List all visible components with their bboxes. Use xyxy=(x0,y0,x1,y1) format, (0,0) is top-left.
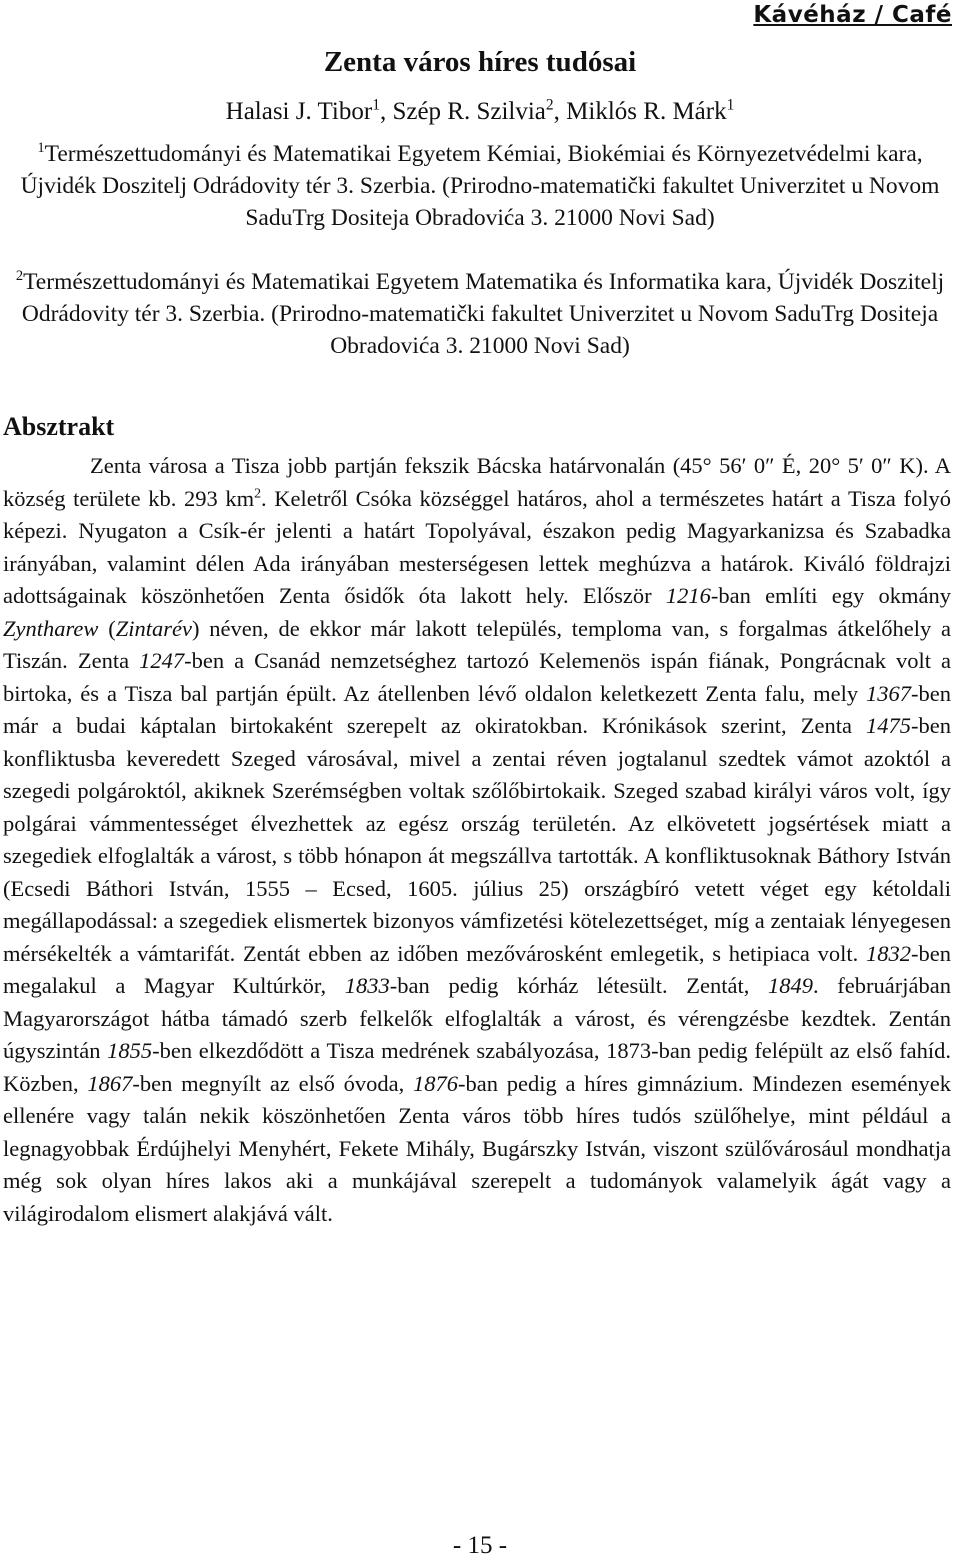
historic-name-italic: Zintarév xyxy=(115,615,192,641)
year-italic: 1876 xyxy=(412,1070,458,1096)
text-run: . februárjában Magyarországot hátba támadó szerb felkelők elfoglalták a várost, és vérengzésbe kezdtek. Zentán úgyszintán xyxy=(3,973,951,1063)
section-header-tag: Kávéház / Café xyxy=(753,2,952,28)
author-name: Miklós R. Márk xyxy=(566,98,727,125)
historic-name-italic: Zyntharew xyxy=(3,615,99,641)
page-number: - 15 - xyxy=(452,1532,508,1559)
text-run: ( xyxy=(98,615,116,641)
affiliation-2 xyxy=(0,266,960,362)
abstract-body xyxy=(3,450,951,1230)
year-italic: 1855 xyxy=(107,1038,153,1063)
abstract-paragraph xyxy=(3,450,951,1230)
year-italic: 1867 xyxy=(87,1070,133,1096)
text-run: . Keletről Csóka községgel határos, ahol a természetes határt a Tisza folyó képezi. Nyugaton a Csík-ér jelenti a határt Topolyával, északon pedig Magyarkanizsa és Szabadka irányában, valamint délen Ada irányában mesterségesen lettek meghúzva a határok. Kiváló földrajzi adottságainak köszönhetően Zenta ősidők óta lakott hely. Először xyxy=(3,485,951,608)
affiliation-mark: 1 xyxy=(726,96,735,114)
author-name: Szép R. Szilvia xyxy=(392,98,546,125)
year-italic: 1849 xyxy=(768,973,814,998)
abstract-heading: Absztrakt xyxy=(3,412,115,441)
text-run: -ben megnyílt az első óvoda, xyxy=(132,1070,413,1096)
affiliation-text: Természettudományi és Matematikai Egyetem Kémiai, Biokémiai és Környezetvédelmi kara, Újvidék Doszitelj Odrádovity tér 3. Szerbia. (Prirodno-matematički fakultet Univerzitet u Novom SaduTrg Dositeja Obradovića 3. 21000 Novi Sad) xyxy=(20,141,940,231)
text-run: -ban említi egy okmány xyxy=(710,583,951,608)
year-italic: 1216 xyxy=(665,583,711,608)
year-italic: 1475 xyxy=(866,713,912,738)
affiliation-text: Természettudományi és Matematikai Egyetem Matematika és Informatika kara, Újvidék Doszitelj Odrádovity tér 3. Szerbia. (Prirodno-matematički fakultet Univerzitet u Novom SaduTrg Dositeja Obradovića 3. 21000 Novi Sad) xyxy=(21,269,945,359)
affiliation-mark: 1 xyxy=(37,140,45,157)
affiliation-1 xyxy=(0,138,960,234)
text-run: -ban pedig a híres gimnázium. Mindezen események ellenére vagy talán nekik köszönhetően Zenta város több híres tudós szülőhelye, mint például a legnagyobbak Érdújhelyi Menyhért, Fekete Mihály, Bugárszky István, viszont szülővárosául mondhatja még sok olyan híres lakos aki a munkájával szerepelt a tudományok valamelyik ágát vagy a világirodalom elismert alakjává vált. xyxy=(3,1070,951,1226)
text-run: -ben konfliktusba keveredett Szeged városával, mivel a zentai réven jogtalanul szedtek vámot azoktól a szegedi polgároktól, akiknek Szerémségben voltak szőlőbirtokaik. Szeged szabad királyi város volt, így polgárai vámmentességet élvezhettek az egész ország területén. Az elkövetett jogsértések miatt a szegediek elfoglalták a várost, s több hónapon át megszállva tartották. A konfliktusoknak Báthory István (Ecsedi Báthori István, 1555 – Ecsed, 1605. július 25) országbíró vetett véget egy kétoldali megállapodással: a szegediek elismertek bizonyos vámfizetési kötelezettséget, míg a zentaiak lényegesen mérsékelték a vámtarifát. Zentát ebben az időben mezővárosként emlegetik, s hetipiaca volt. xyxy=(3,713,951,966)
superscript: 2 xyxy=(254,486,262,501)
year-italic: 1367 xyxy=(866,680,912,706)
text-run: -ben a Csanád nemzetséghez tartozó Kelemenös ispán fiának, Pongrácnak volt a birtoka, és a Tisza bal partján épült. Az átellenben lévő oldalon keletkezett Zenta falu, mely xyxy=(3,648,951,706)
affiliation-mark: 2 xyxy=(15,268,24,285)
affiliation-mark: 1 xyxy=(372,96,380,114)
text-run: -ben megalakul a Magyar Kultúrkör, xyxy=(3,940,951,998)
year-italic: 1833 xyxy=(344,973,390,998)
year-italic: 1832 xyxy=(866,940,912,966)
author-separator: , xyxy=(553,98,567,125)
article-title: Zenta város híres tudósai xyxy=(323,46,637,78)
text-run: -ban pedig kórház létesült. Zentát, xyxy=(389,973,769,998)
affiliation-mark: 2 xyxy=(545,96,554,114)
year-italic: 1247 xyxy=(139,648,185,673)
author-list xyxy=(0,98,960,126)
author-name: Halasi J. Tibor xyxy=(225,98,373,125)
text-run: Zenta városa a Tisza jobb partján fekszik Bácska határvonalán (45° 56′ 0″ É, 20° 5′ 0″ K). A község területe kb. 293 km xyxy=(3,453,951,511)
author-separator: , xyxy=(379,98,393,125)
text-run: -ben elkezdődött a Tisza medrének szabályozása, 1873-ban pedig felépült az első fahíd. Közben, xyxy=(3,1038,951,1096)
text-run: -ben már a budai káptalan birtokaként szerepelt az okiratokban. Krónikások szerint, Zenta xyxy=(3,680,951,738)
text-run: ) néven, de ekkor már lakott település, temploma van, s forgalmas átkelőhely a Tiszán. Zenta xyxy=(3,615,951,673)
